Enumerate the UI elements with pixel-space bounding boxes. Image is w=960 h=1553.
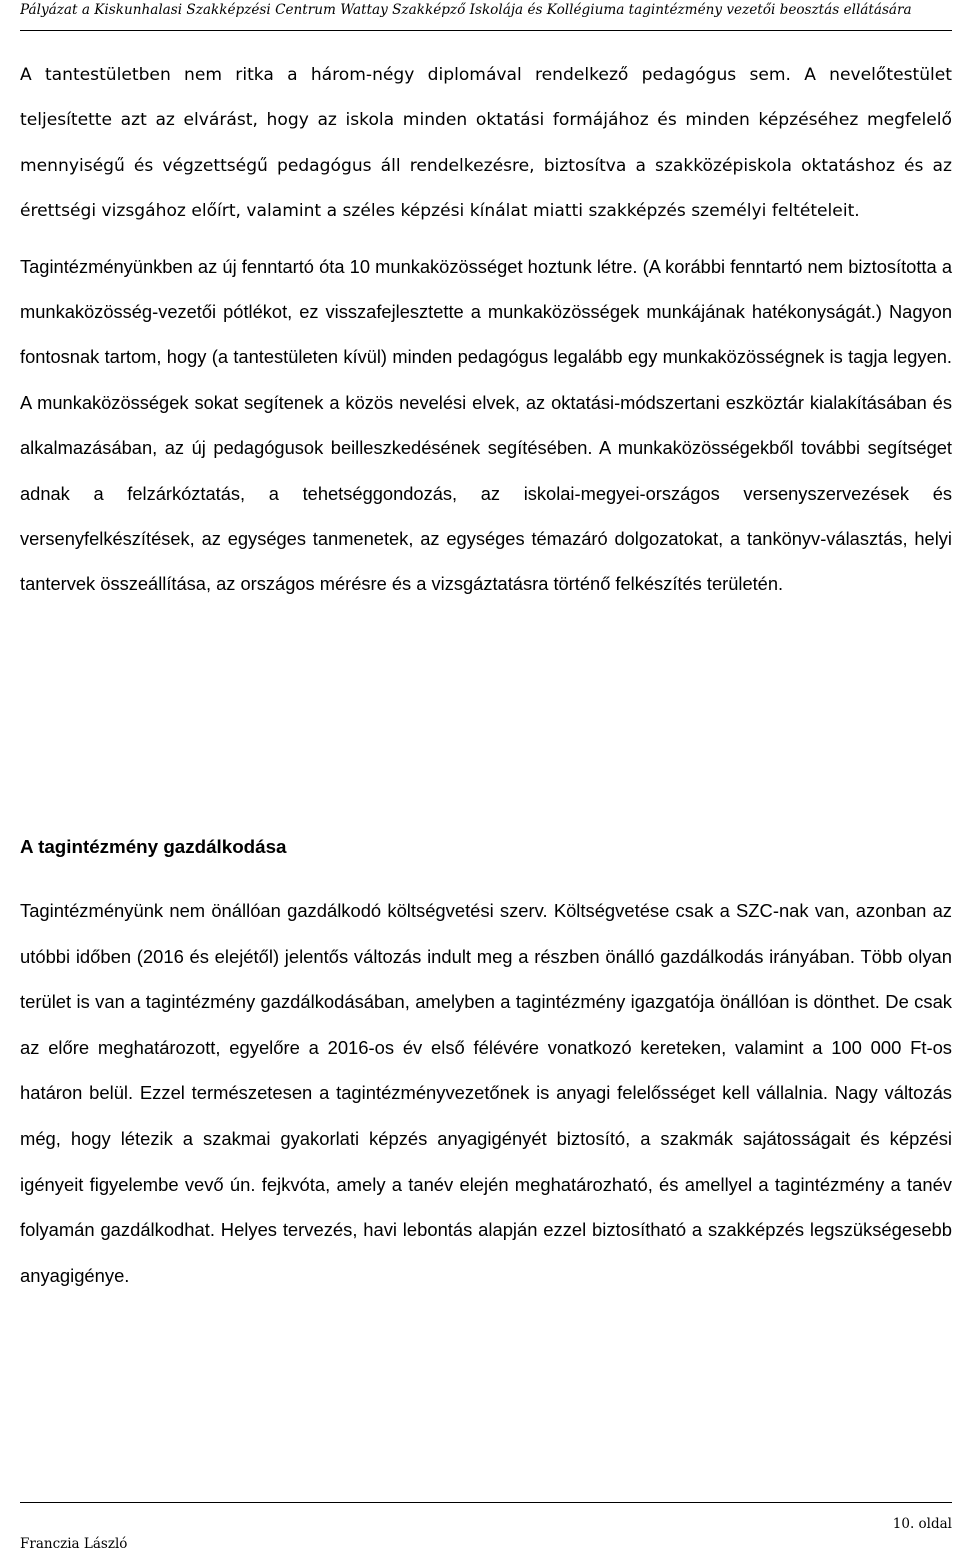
main-content bbox=[20, 53, 952, 607]
footer-author: Franczia László bbox=[20, 1536, 128, 1552]
paragraph-staff-qualifications: A tantestületben nem ritka a három-négy diplomával rendelkező pedagógus sem. A nevelőtestület teljesítette azt az elvárást, hogy az iskola minden oktatási formájához és minden képzéséhez megfelelő mennyiségű és végzettségű pedagógus áll rendelkezésre, biztosítva a szakközépiskola oktatáshoz és az érettségi vizsgához előírt, valamint a széles képzési kínálat miatti szakképzés személyi feltételeit. bbox=[20, 65, 952, 222]
page-number: 10. oldal bbox=[892, 1516, 952, 1532]
paragraph-finances: Tagintézményünk nem önállóan gazdálkodó költségvetési szerv. Költségvetése csak a SZC-nak van, azonban az utóbbi időben (2016 és elejétől) jelentős változás indult meg a részben önálló gazdálkodás irányában. Több olyan terület is van a tagintézmény gazdálkodásában, amelyben a tagintézmény igazgatója önállóan is dönthet. De csak az előre meghatározott, egyelőre a 2016-os év első félévére vonatkozó kereteken, valamint a 100 000 Ft-os határon belül. Ezzel természetesen a tagintézményvezetőnek is anyagi felelősséget kell vállalnia. Nagy változás még, hogy létezik a szakmai gyakorlati képzés anyagigényét biztosító, a szakmák sajátosságait és képzési igényeit figyelembe vevő ún. fejkvóta, amely a tanév elején meghatározható, és amellyel a tagintézmény a tanév folyamán gazdálkodhat. Helyes tervezés, havi lebontás alapján ezzel biztosítható a szakképzés legszükségesebb anyagigénye. bbox=[20, 900, 952, 1286]
section-title: A tagintézmény gazdálkodása bbox=[20, 836, 287, 857]
paragraph-work-communities: Tagintézményünkben az új fenntartó óta 10 munkaközösséget hoztunk létre. (A korábbi fenntartó nem biztosította a munkaközösség-vezetői pótlékot, ez visszafejlesztette a munkaközösségek munkájának hatékonyságát.) Nagyon fontosnak tartom, hogy (a tantestületen kívül) minden pedagógus legalább egy munkaközösségnek is tagja legyen. A munkaközösségek sokat segítenek a közös nevelési elvek, az oktatási-módszertani eszköztár kialakításában és alkalmazásában, az új pedagógusok beilleszkedésének segítésében. A munkaközösségekből további segítséget adnak a felzárkóztatás, a tehetséggondozás, az iskolai-megyei-országos versenyszervezések és versenyfelkészítések, az egységes tanmenetek, az egységes témazáró dolgozatokat, a tankönyv-választás, helyi tantervek összeállítása, az országos mérésre és a vizsgáztatásra történő felkészítés területén. bbox=[20, 255, 952, 595]
page-header bbox=[20, 0, 952, 31]
running-title: Pályázat a Kiskunhalasi Szakképzési Centrum Wattay Szakképző Iskolája és Kollégiuma tagintézmény vezetői beosztás ellátására bbox=[20, 2, 912, 18]
section-content bbox=[20, 888, 952, 1298]
page-footer bbox=[20, 1502, 952, 1553]
